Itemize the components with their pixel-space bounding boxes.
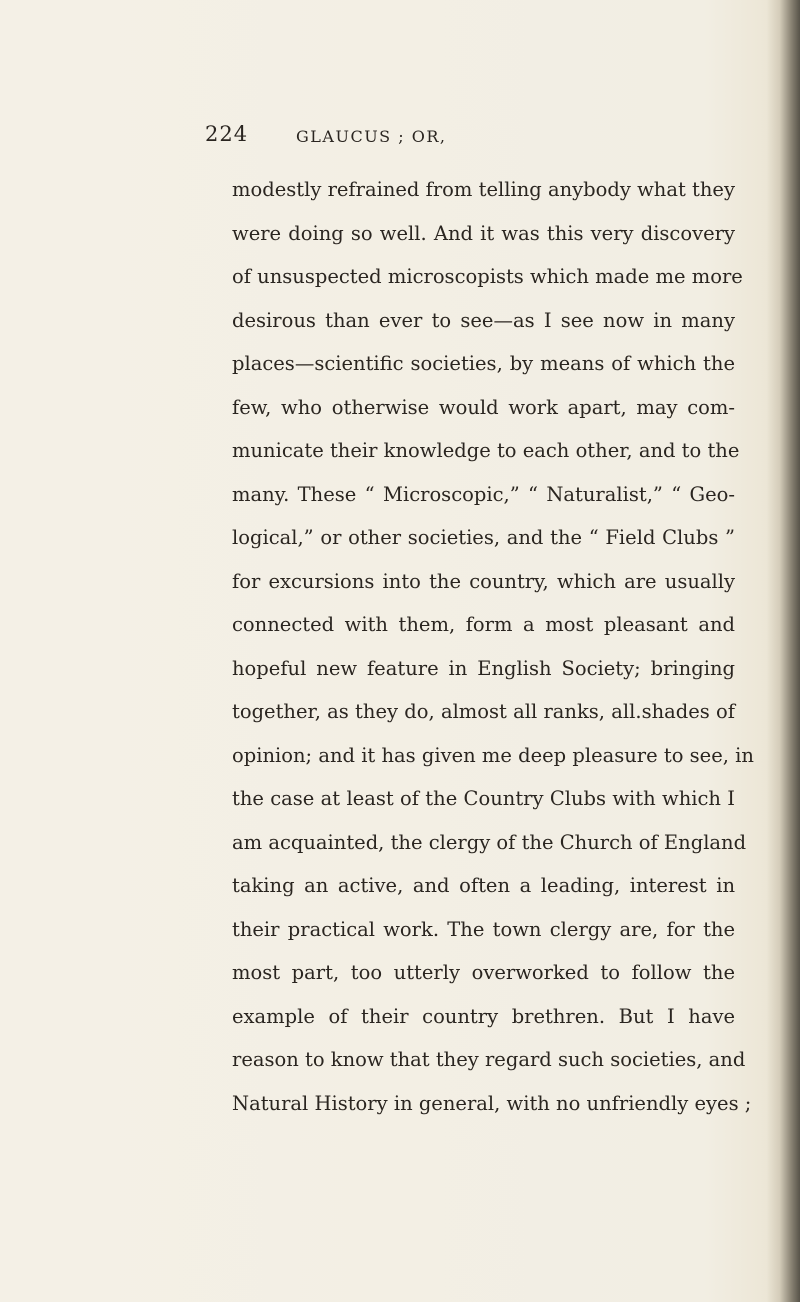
text-line: reason to know that they regard such societies, and [232, 1048, 746, 1071]
text-line: municate their knowledge to each other, and to the [232, 439, 740, 462]
page-header [0, 118, 800, 158]
text-line: of unsuspected microscopists which made me more [232, 265, 743, 288]
text-line: example of their country brethren. But I have [232, 1004, 735, 1028]
text-line: the case at least of the Country Clubs with which I [232, 787, 735, 810]
text-line: am acquainted, the clergy of the Church of England [232, 830, 747, 854]
text-line: Natural History in general, with no unfriendly eyes ; [232, 1091, 752, 1115]
text-line: hopeful new feature in English Society; bringing [232, 656, 735, 680]
text-line: many. These “ Microscopic,” “ Naturalist,” “ Geo- [232, 482, 735, 506]
text-line: together, as they do, almost all ranks, all.shades of [232, 700, 735, 723]
body-text [232, 168, 754, 1125]
running-head: GLAUCUS ; OR, [296, 127, 447, 146]
text-line: places—scientific societies, by means of which the [232, 352, 735, 375]
text-line: most part, too utterly overworked to follow the [232, 961, 735, 984]
text-line: connected with them, form a most pleasant and [232, 613, 735, 636]
text-line: modestly refrained from telling anybody what they [232, 178, 735, 201]
text-line: were doing so well. And it was this very discovery [232, 221, 735, 245]
text-line: desirous than ever to see—as I see now in many [232, 308, 735, 332]
page-number: 224 [205, 122, 249, 146]
page-edge-shadow [766, 0, 800, 1302]
text-line: logical,” or other societies, and the “ Field Clubs ” [232, 526, 735, 549]
text-line: taking an active, and often a leading, interest in [232, 874, 735, 897]
text-line: for excursions into the country, which are usually [232, 569, 735, 593]
text-line: opinion; and it has given me deep pleasure to see, in [232, 743, 754, 767]
text-line: their practical work. The town clergy are, for the [232, 917, 735, 941]
text-line: few, who otherwise would work apart, may com- [232, 395, 735, 419]
